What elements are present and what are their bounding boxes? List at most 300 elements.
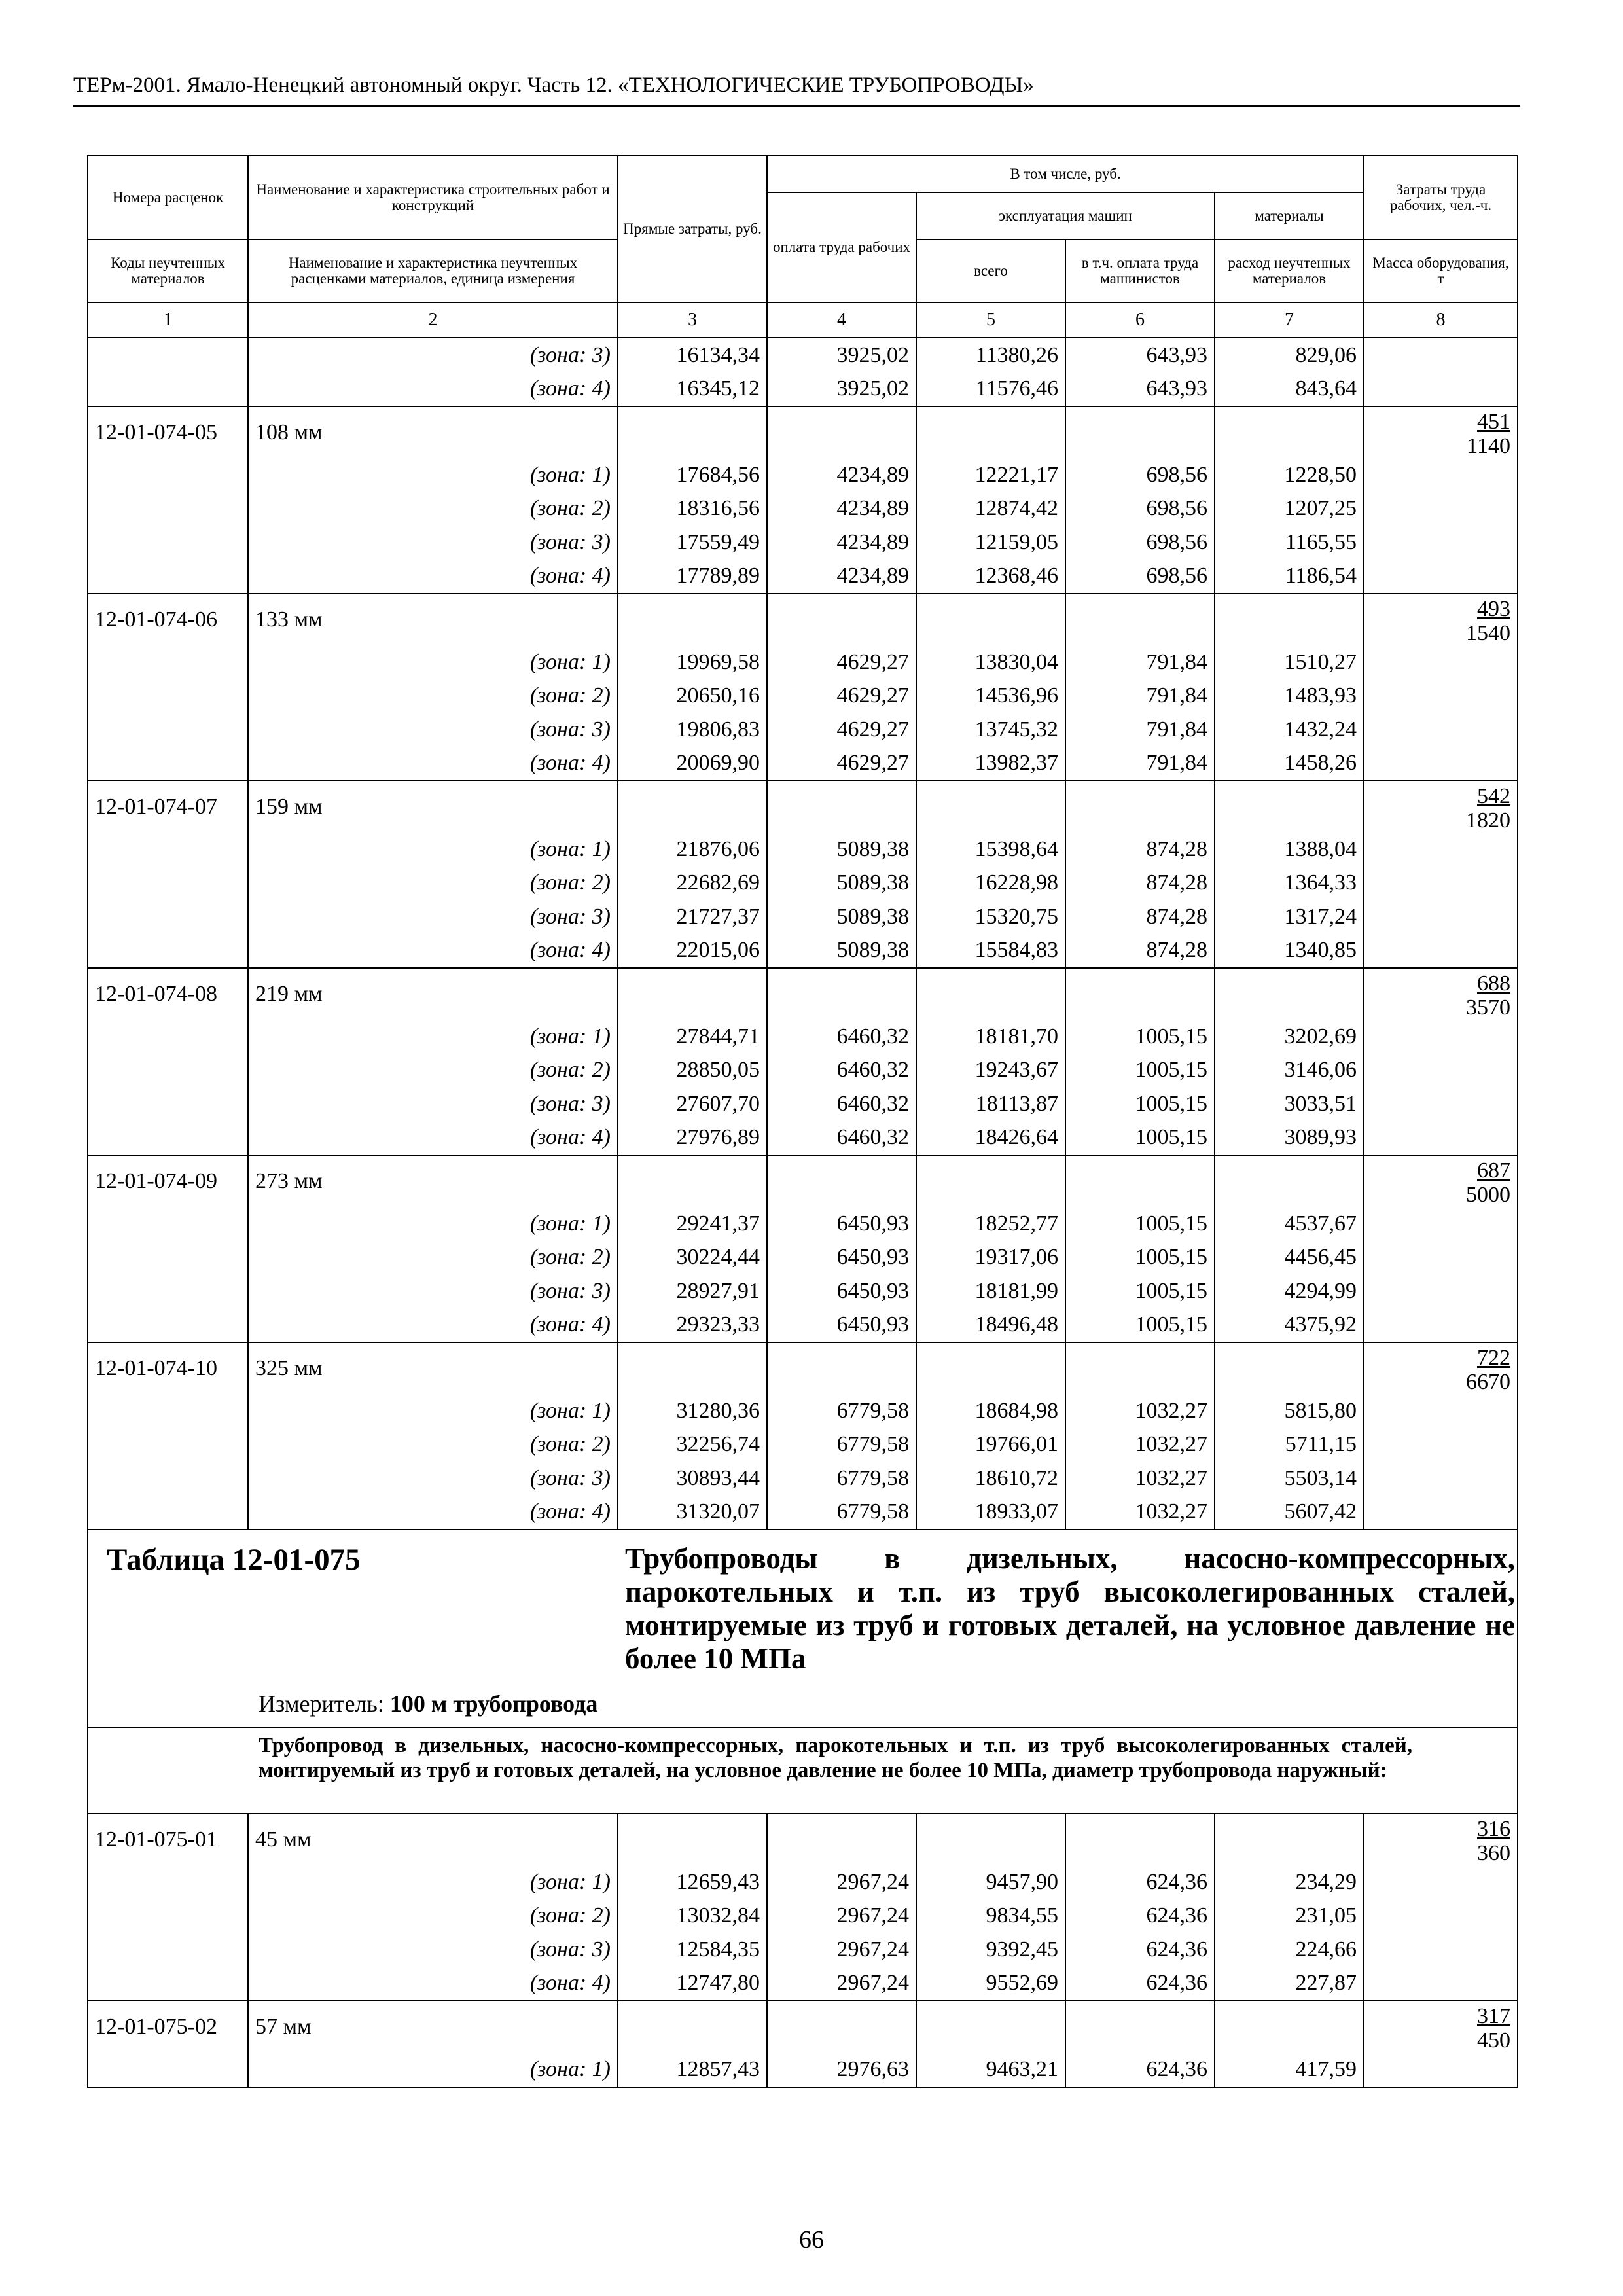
empty-cell [916, 406, 1065, 458]
worker-pay: 6460,32 [767, 1054, 916, 1088]
code-cell [88, 492, 248, 526]
machines-total: 19317,06 [916, 1241, 1065, 1275]
header-materials: материалы [1215, 192, 1364, 240]
zone-label: (зона: 2) [248, 1899, 618, 1933]
column-number: 7 [1215, 302, 1364, 338]
header-machines: эксплуатация машин [916, 192, 1215, 240]
worker-pay: 6460,32 [767, 1121, 916, 1156]
zone-label: (зона: 4) [248, 372, 618, 407]
labor-cell [1364, 900, 1518, 934]
code-cell [88, 1394, 248, 1428]
direct-costs: 12857,43 [618, 2053, 767, 2087]
machines-total: 9463,21 [916, 2053, 1065, 2087]
machinist-pay: 874,28 [1065, 867, 1215, 901]
zone-label: (зона: 2) [248, 1054, 618, 1088]
machines-total: 9457,90 [916, 1865, 1065, 1899]
empty-cell [1215, 1342, 1364, 1394]
machinist-pay: 791,84 [1065, 645, 1215, 679]
rate-code: 12-01-074-06 [88, 594, 248, 645]
zone-row [88, 1087, 1518, 1121]
empty-cell [916, 1342, 1065, 1394]
column-number: 3 [618, 302, 767, 338]
machines-total: 13982,37 [916, 747, 1065, 781]
code-cell [88, 458, 248, 492]
code-cell [88, 372, 248, 407]
header-work-name: Наименование и характеристика строительных работ и конструкций [248, 156, 618, 240]
column-number: 8 [1364, 302, 1518, 338]
equipment-mass: 1820 [1466, 808, 1511, 833]
empty-cell [916, 594, 1065, 645]
worker-pay: 4234,89 [767, 458, 916, 492]
zone-row [88, 1308, 1518, 1343]
worker-pay: 6779,58 [767, 1462, 916, 1496]
machines-total: 18181,70 [916, 1020, 1065, 1054]
direct-costs: 28850,05 [618, 1054, 767, 1088]
zone-label: (зона: 3) [248, 713, 618, 747]
machinist-pay: 791,84 [1065, 713, 1215, 747]
code-cell [88, 867, 248, 901]
direct-costs: 19806,83 [618, 713, 767, 747]
materials-cost: 1340,85 [1215, 934, 1364, 969]
machines-total: 18610,72 [916, 1462, 1065, 1496]
table-unit [259, 1690, 597, 1717]
empty-cell [618, 1155, 767, 1207]
machines-total: 16228,98 [916, 867, 1065, 901]
worker-pay: 4629,27 [767, 679, 916, 713]
code-cell [88, 1899, 248, 1933]
machinist-pay: 624,36 [1065, 1865, 1215, 1899]
worker-pay: 4234,89 [767, 492, 916, 526]
machinist-pay: 874,28 [1065, 934, 1215, 969]
zone-label: (зона: 1) [248, 1865, 618, 1899]
materials-cost: 4537,67 [1215, 1207, 1364, 1241]
machines-total: 12368,46 [916, 560, 1065, 594]
header-material-names: Наименование и характеристика неучтенных расценками материалов, единица измерения [248, 240, 618, 302]
equipment-mass: 360 [1477, 1841, 1511, 1865]
materials-cost: 4456,45 [1215, 1241, 1364, 1275]
materials-cost: 1432,24 [1215, 713, 1364, 747]
empty-cell [1215, 406, 1364, 458]
materials-cost: 829,06 [1215, 338, 1364, 372]
zone-label: (зона: 3) [248, 526, 618, 560]
machines-total: 9552,69 [916, 1967, 1065, 2001]
direct-costs: 21876,06 [618, 833, 767, 867]
labor-mass [1364, 968, 1518, 1020]
empty-cell [767, 968, 916, 1020]
labor-cell [1364, 1394, 1518, 1428]
direct-costs: 20650,16 [618, 679, 767, 713]
worker-pay: 4234,89 [767, 526, 916, 560]
machines-total: 18426,64 [916, 1121, 1065, 1156]
zone-row [88, 867, 1518, 901]
empty-cell [916, 1814, 1065, 1865]
labor-costs: 542 [1477, 784, 1511, 808]
labor-costs: 317 [1477, 2004, 1511, 2028]
materials-cost: 1458,26 [1215, 747, 1364, 781]
zone-row [88, 1899, 1518, 1933]
code-cell [88, 747, 248, 781]
labor-costs: 688 [1477, 971, 1511, 996]
zone-row [88, 526, 1518, 560]
equipment-mass: 1540 [1466, 621, 1511, 645]
rate-code: 12-01-074-05 [88, 406, 248, 458]
worker-pay: 2967,24 [767, 1933, 916, 1967]
direct-costs: 18316,56 [618, 492, 767, 526]
direct-costs: 30224,44 [618, 1241, 767, 1275]
code-cell [88, 1054, 248, 1088]
code-cell [88, 679, 248, 713]
header-rule [73, 105, 1520, 107]
worker-pay: 2967,24 [767, 1899, 916, 1933]
zone-label: (зона: 3) [248, 1462, 618, 1496]
zone-row [88, 1020, 1518, 1054]
materials-cost: 1317,24 [1215, 900, 1364, 934]
machinist-pay: 1005,15 [1065, 1308, 1215, 1343]
empty-cell [767, 594, 916, 645]
zone-row [88, 713, 1518, 747]
direct-costs: 31280,36 [618, 1394, 767, 1428]
unit-value: 100 м трубопровода [389, 1691, 598, 1717]
labor-cell [1364, 1087, 1518, 1121]
zone-label: (зона: 2) [248, 492, 618, 526]
empty-cell [1215, 968, 1364, 1020]
labor-mass [1364, 1155, 1518, 1207]
zone-label: (зона: 4) [248, 1496, 618, 1530]
machines-total: 15320,75 [916, 900, 1065, 934]
machines-total: 12159,05 [916, 526, 1065, 560]
zone-label: (зона: 2) [248, 679, 618, 713]
zone-label: (зона: 3) [248, 1087, 618, 1121]
code-cell [88, 1967, 248, 2001]
rate-code: 12-01-074-10 [88, 1342, 248, 1394]
zone-row [88, 1241, 1518, 1275]
rate-item-row [88, 1342, 1518, 1394]
direct-costs: 31320,07 [618, 1496, 767, 1530]
code-cell [88, 1207, 248, 1241]
header-worker-pay: оплата труда рабочих [767, 192, 916, 302]
direct-costs: 16134,34 [618, 338, 767, 372]
rate-name: 273 мм [248, 1155, 618, 1207]
code-cell [88, 833, 248, 867]
equipment-mass: 5000 [1466, 1183, 1511, 1207]
labor-costs: 316 [1477, 1817, 1511, 1841]
empty-cell [1215, 594, 1364, 645]
worker-pay: 2967,24 [767, 1967, 916, 2001]
worker-pay: 4629,27 [767, 747, 916, 781]
empty-cell [767, 1342, 916, 1394]
rate-item-row [88, 406, 1518, 458]
labor-cell [1364, 1967, 1518, 2001]
machines-total: 18496,48 [916, 1308, 1065, 1343]
header-equipment-mass: Масса оборудования, т [1364, 240, 1518, 302]
subgroup-heading [88, 1727, 1518, 1814]
zone-label: (зона: 1) [248, 1394, 618, 1428]
materials-cost: 5607,42 [1215, 1496, 1364, 1530]
direct-costs: 16345,12 [618, 372, 767, 407]
labor-cell [1364, 1496, 1518, 1530]
rate-name: 219 мм [248, 968, 618, 1020]
code-cell [88, 1087, 248, 1121]
empty-cell [618, 1814, 767, 1865]
labor-costs: 687 [1477, 1158, 1511, 1183]
labor-cell [1364, 1933, 1518, 1967]
rate-item-row [88, 594, 1518, 645]
zone-label: (зона: 3) [248, 1274, 618, 1308]
column-number: 2 [248, 302, 618, 338]
worker-pay: 6779,58 [767, 1496, 916, 1530]
zone-label: (зона: 4) [248, 560, 618, 594]
rate-item-row [88, 2001, 1518, 2053]
labor-mass [1364, 1342, 1518, 1394]
labor-cell [1364, 747, 1518, 781]
labor-cell [1364, 934, 1518, 969]
labor-costs: 451 [1477, 410, 1511, 434]
code-cell [88, 338, 248, 372]
materials-cost: 5711,15 [1215, 1428, 1364, 1462]
empty-cell [618, 781, 767, 833]
direct-costs: 27844,71 [618, 1020, 767, 1054]
zone-row [88, 1967, 1518, 2001]
zone-label: (зона: 2) [248, 1428, 618, 1462]
labor-mass [1364, 594, 1518, 645]
materials-cost: 4294,99 [1215, 1274, 1364, 1308]
worker-pay: 2967,24 [767, 1865, 916, 1899]
code-cell [88, 900, 248, 934]
header-in-total: В том числе, руб. [767, 156, 1364, 192]
direct-costs: 29323,33 [618, 1308, 767, 1343]
machinist-pay: 624,36 [1065, 1967, 1215, 2001]
labor-cell [1364, 458, 1518, 492]
labor-cell [1364, 833, 1518, 867]
labor-costs: 493 [1477, 597, 1511, 621]
direct-costs: 22682,69 [618, 867, 767, 901]
direct-costs: 29241,37 [618, 1207, 767, 1241]
code-cell [88, 1308, 248, 1343]
zone-label: (зона: 1) [248, 833, 618, 867]
code-cell [88, 1121, 248, 1156]
empty-cell [1065, 2001, 1215, 2053]
materials-cost: 224,66 [1215, 1933, 1364, 1967]
machinist-pay: 1005,15 [1065, 1241, 1215, 1275]
code-cell [88, 1865, 248, 1899]
empty-cell [618, 594, 767, 645]
empty-cell [1215, 781, 1364, 833]
worker-pay: 2976,63 [767, 2053, 916, 2087]
zone-row [88, 1054, 1518, 1088]
header-machinist-pay: в т.ч. оплата труда машинистов [1065, 240, 1215, 302]
machinist-pay: 624,36 [1065, 2053, 1215, 2087]
machinist-pay: 624,36 [1065, 1899, 1215, 1933]
labor-cell [1364, 713, 1518, 747]
direct-costs: 20069,90 [618, 747, 767, 781]
machinist-pay: 1005,15 [1065, 1054, 1215, 1088]
worker-pay: 6460,32 [767, 1020, 916, 1054]
code-cell [88, 1241, 248, 1275]
empty-cell [1065, 1155, 1215, 1207]
zone-row [88, 560, 1518, 594]
direct-costs: 28927,91 [618, 1274, 767, 1308]
direct-costs: 12659,43 [618, 1865, 767, 1899]
rate-code: 12-01-074-08 [88, 968, 248, 1020]
zone-row [88, 492, 1518, 526]
labor-mass [1364, 2001, 1518, 2053]
machinist-pay: 791,84 [1065, 679, 1215, 713]
labor-cell [1364, 338, 1518, 372]
zone-row [88, 372, 1518, 407]
worker-pay: 3925,02 [767, 372, 916, 407]
worker-pay: 6460,32 [767, 1087, 916, 1121]
rate-code: 12-01-075-01 [88, 1814, 248, 1865]
machines-total: 13745,32 [916, 713, 1065, 747]
rate-item-row [88, 968, 1518, 1020]
code-cell [88, 934, 248, 969]
labor-mass [1364, 1814, 1518, 1865]
materials-cost: 417,59 [1215, 2053, 1364, 2087]
table-description: Трубопроводы в дизельных, насосно-компрессорных, парокотельных и т.п. из труб высоколегированных сталей, монтируемые из труб и готовых деталей, на условное давление не более 10 МПа [625, 1542, 1515, 1675]
machinist-pay: 1032,27 [1065, 1462, 1215, 1496]
zone-label: (зона: 2) [248, 1241, 618, 1275]
rate-name: 159 мм [248, 781, 618, 833]
rate-code: 12-01-074-09 [88, 1155, 248, 1207]
rate-name: 45 мм [248, 1814, 618, 1865]
machines-total: 11380,26 [916, 338, 1065, 372]
zone-row [88, 1933, 1518, 1967]
zone-row [88, 458, 1518, 492]
worker-pay: 4629,27 [767, 713, 916, 747]
labor-cell [1364, 2053, 1518, 2087]
column-number: 5 [916, 302, 1065, 338]
column-number: 1 [88, 302, 248, 338]
direct-costs: 30893,44 [618, 1462, 767, 1496]
labor-cell [1364, 1241, 1518, 1275]
empty-cell [1215, 2001, 1364, 2053]
equipment-mass: 450 [1477, 2028, 1511, 2053]
unit-label: Измеритель: [259, 1691, 384, 1717]
zone-label: (зона: 1) [248, 1020, 618, 1054]
zone-label: (зона: 3) [248, 1933, 618, 1967]
zone-row [88, 900, 1518, 934]
machinist-pay: 1032,27 [1065, 1428, 1215, 1462]
code-cell [88, 1274, 248, 1308]
machinist-pay: 1032,27 [1065, 1394, 1215, 1428]
equipment-mass: 1140 [1467, 434, 1511, 458]
worker-pay: 4629,27 [767, 645, 916, 679]
machines-total: 13830,04 [916, 645, 1065, 679]
machines-total: 18933,07 [916, 1496, 1065, 1530]
code-cell [88, 1462, 248, 1496]
empty-cell [618, 406, 767, 458]
code-cell [88, 645, 248, 679]
rate-name: 325 мм [248, 1342, 618, 1394]
materials-cost: 234,29 [1215, 1865, 1364, 1899]
machines-total: 14536,96 [916, 679, 1065, 713]
machinist-pay: 1005,15 [1065, 1121, 1215, 1156]
machinist-pay: 874,28 [1065, 833, 1215, 867]
labor-cell [1364, 1462, 1518, 1496]
zone-row [88, 679, 1518, 713]
empty-cell [916, 968, 1065, 1020]
machines-total: 18252,77 [916, 1207, 1065, 1241]
worker-pay: 6450,93 [767, 1274, 916, 1308]
zone-label: (зона: 3) [248, 338, 618, 372]
zone-row [88, 645, 1518, 679]
worker-pay: 6450,93 [767, 1207, 916, 1241]
empty-cell [767, 1155, 916, 1207]
worker-pay: 5089,38 [767, 900, 916, 934]
materials-cost: 1388,04 [1215, 833, 1364, 867]
materials-cost: 1186,54 [1215, 560, 1364, 594]
worker-pay: 3925,02 [767, 338, 916, 372]
code-cell [88, 560, 248, 594]
zone-row [88, 1496, 1518, 1530]
labor-cell [1364, 1207, 1518, 1241]
header-labor-costs: Затраты труда рабочих, чел.-ч. [1364, 156, 1518, 240]
machinist-pay: 1005,15 [1065, 1020, 1215, 1054]
machinist-pay: 791,84 [1065, 747, 1215, 781]
machines-total: 18181,99 [916, 1274, 1065, 1308]
subgroup-text: Трубопровод в дизельных, насосно-компрессорных, парокотельных и т.п. из труб высоколегированных сталей, монтируемый из труб и готовых деталей, на условное давление не более 10 МПа, диаметр трубопровода наружный: [259, 1734, 1413, 1782]
worker-pay: 5089,38 [767, 867, 916, 901]
machinist-pay: 698,56 [1065, 458, 1215, 492]
worker-pay: 6450,93 [767, 1308, 916, 1343]
direct-costs: 32256,74 [618, 1428, 767, 1462]
materials-cost: 227,87 [1215, 1967, 1364, 2001]
direct-costs: 17684,56 [618, 458, 767, 492]
labor-cell [1364, 1020, 1518, 1054]
materials-cost: 4375,92 [1215, 1308, 1364, 1343]
zone-label: (зона: 4) [248, 1308, 618, 1343]
zone-label: (зона: 3) [248, 900, 618, 934]
rate-item-row [88, 1814, 1518, 1865]
materials-cost: 1510,27 [1215, 645, 1364, 679]
machinist-pay: 1032,27 [1065, 1496, 1215, 1530]
zone-row [88, 1428, 1518, 1462]
direct-costs: 27976,89 [618, 1121, 767, 1156]
code-cell [88, 713, 248, 747]
labor-cell [1364, 372, 1518, 407]
machines-total: 19766,01 [916, 1428, 1065, 1462]
zone-label: (зона: 4) [248, 1121, 618, 1156]
empty-cell [767, 406, 916, 458]
zone-row [88, 1462, 1518, 1496]
machines-total: 12874,42 [916, 492, 1065, 526]
zone-row [88, 2053, 1518, 2087]
direct-costs: 22015,06 [618, 934, 767, 969]
labor-cell [1364, 1274, 1518, 1308]
zone-label: (зона: 4) [248, 934, 618, 969]
worker-pay: 6450,93 [767, 1241, 916, 1275]
labor-cell [1364, 867, 1518, 901]
machinist-pay: 698,56 [1065, 560, 1215, 594]
direct-costs: 17559,49 [618, 526, 767, 560]
zone-label: (зона: 1) [248, 1207, 618, 1241]
direct-costs: 19969,58 [618, 645, 767, 679]
direct-costs: 12584,35 [618, 1933, 767, 1967]
labor-cell [1364, 1121, 1518, 1156]
labor-mass [1364, 781, 1518, 833]
page-number: 66 [799, 2226, 824, 2253]
machinist-pay: 698,56 [1065, 526, 1215, 560]
empty-cell [618, 2001, 767, 2053]
worker-pay: 5089,38 [767, 833, 916, 867]
machines-total: 18684,98 [916, 1394, 1065, 1428]
labor-cell [1364, 492, 1518, 526]
machinist-pay: 1005,15 [1065, 1274, 1215, 1308]
zone-row [88, 934, 1518, 969]
rate-item-row [88, 1155, 1518, 1207]
rate-code: 12-01-074-07 [88, 781, 248, 833]
rates-table [87, 155, 1518, 2088]
